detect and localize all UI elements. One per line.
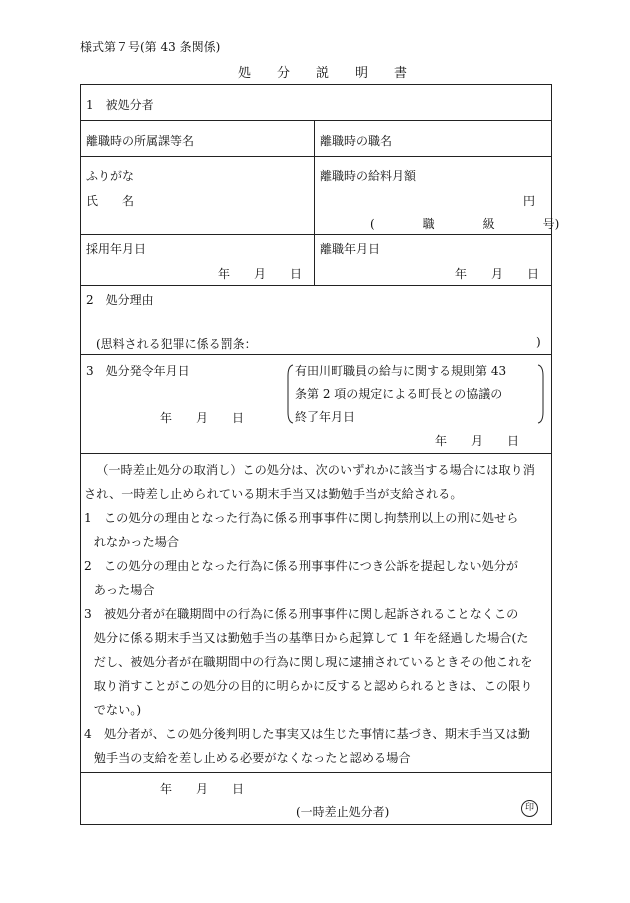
row-divider (80, 354, 552, 355)
dept-label: 離職時の所属課等名 (86, 134, 195, 148)
grade-field: ( 職 級 号) (370, 217, 560, 231)
section-2-label: 2 処分理由 (86, 293, 154, 307)
issue-date: 年 月 日 (160, 411, 245, 425)
row-divider (80, 156, 552, 157)
consult-line-1: 有田川町職員の給与に関する規則第 43 (295, 364, 507, 378)
page-title: 処 分 説 明 書 (238, 66, 408, 81)
notice-line: れなかった場合 (93, 535, 180, 549)
right-bracket (537, 364, 545, 424)
notice-item-1 (84, 506, 550, 554)
signer-label: (一時差止処分者) (296, 805, 390, 819)
leave-date-label: 離職年月日 (320, 242, 381, 256)
notice-line: 2 この処分の理由となった行為に係る刑事事件につき公訴を提起しない処分が (84, 559, 519, 573)
notice-line: あった場合 (93, 583, 155, 597)
notice-line: 処分に係る期末手当又は勤勉手当の基準日から起算して 1 年を経過した場合(た (93, 631, 529, 645)
column-divider (314, 120, 315, 285)
consult-line-2: 条第 2 項の規定による町長との協議の (295, 387, 503, 401)
notice-line: だし、被処分者が在職期間中の行為に関し現に逮捕されているときその他これを (93, 655, 533, 669)
row-divider (80, 285, 552, 286)
penalty-clause-close: ) (536, 335, 541, 349)
row-divider (80, 772, 552, 773)
yen-unit: 円 (523, 194, 536, 208)
left-bracket (286, 364, 294, 424)
section-1-label: 1 被処分者 (86, 98, 154, 112)
notice-line: 取り消すことがこの処分の目的に明らかに反すると認められるときは、この限り (93, 679, 533, 693)
post-label: 離職時の職名 (320, 134, 393, 148)
salary-label: 離職時の給料月額 (320, 169, 417, 183)
notice-line: 4 処分者が、この処分後判明した事実又は生じた事情に基づき、期末手当又は勤 (84, 727, 531, 741)
notice-line: 3 被処分者が在職期間中の行為に係る刑事事件に関し起訴されることなくこの (84, 607, 519, 621)
hire-date-label: 採用年月日 (86, 242, 147, 256)
consult-date: 年 月 日 (435, 434, 520, 448)
name-label: 氏 名 (86, 194, 135, 208)
notice-item-2 (84, 554, 550, 602)
row-divider (80, 234, 552, 235)
section-3-label: 3 処分発令年月日 (86, 364, 190, 378)
leave-date: 年 月 日 (455, 267, 540, 281)
penalty-clause: (思料される犯罪に係る罰条： (96, 337, 257, 351)
notice-line: （一時差止処分の取消し）この処分は、次のいずれかに該当する場合には取り消 (96, 463, 535, 477)
notice-intro (84, 458, 550, 770)
seal-mark: 印 (521, 800, 538, 817)
consult-line-3: 終了年月日 (295, 410, 356, 424)
notice-line: でない。) (93, 703, 142, 717)
notice-item-3 (84, 602, 550, 722)
footer-date: 年 月 日 (160, 782, 245, 796)
notice-line: 1 この処分の理由となった行為に係る刑事事件に関し拘禁刑以上の刑に処せら (84, 511, 519, 525)
notice-line: され、一時差し止められている期末手当又は勤勉手当が支給される。 (84, 487, 463, 501)
notice-item-4 (84, 722, 550, 770)
row-divider (80, 453, 552, 454)
row-divider (80, 120, 552, 121)
form-number: 様式第７号(第 43 条関係) (80, 40, 221, 54)
hire-date: 年 月 日 (218, 267, 303, 281)
furigana-label: ふりがな (86, 169, 135, 183)
notice-line: 勉手当の支給を差し止める必要がなくなったと認める場合 (93, 751, 411, 765)
